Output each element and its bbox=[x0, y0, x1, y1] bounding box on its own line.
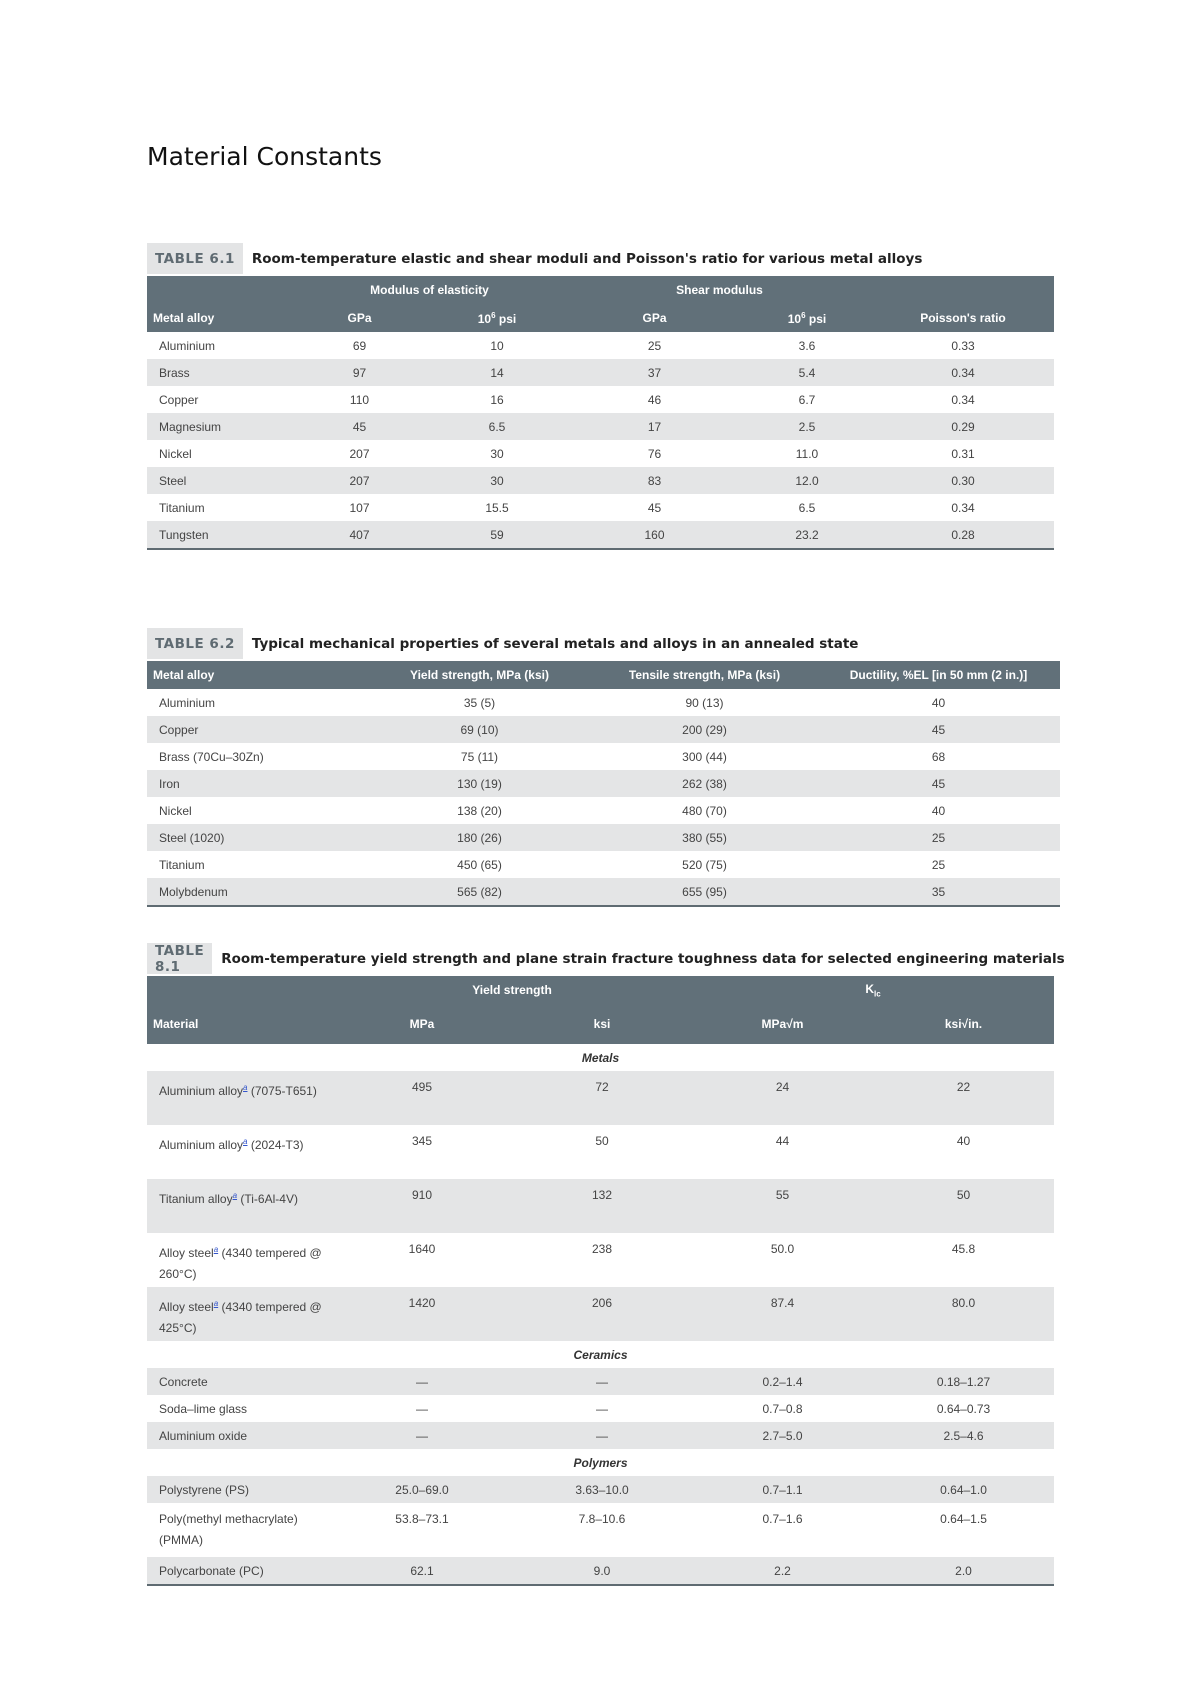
cell-value: 50 bbox=[595, 1134, 609, 1148]
cell-value: 160 bbox=[567, 521, 742, 549]
cell-value: 55 bbox=[692, 1179, 873, 1233]
table-row bbox=[147, 716, 1060, 743]
cell-value: 50.0 bbox=[770, 1242, 795, 1256]
cell-value: 22 bbox=[873, 1071, 1054, 1125]
header-ductility: Ductility, %EL [in 50 mm (2 in.)] bbox=[817, 661, 1060, 689]
row-label bbox=[147, 1125, 332, 1179]
section-row bbox=[147, 1449, 1054, 1476]
footnote-link[interactable]: a bbox=[213, 1245, 219, 1254]
table-row bbox=[147, 1071, 1054, 1125]
table-row bbox=[147, 1476, 1054, 1503]
header-material: Material bbox=[147, 1004, 332, 1044]
header-metal-alloy: Metal alloy bbox=[147, 304, 292, 332]
cell-value: 6.5 bbox=[427, 413, 567, 440]
cell-value: 206 bbox=[512, 1287, 692, 1341]
table-row bbox=[147, 1287, 1054, 1341]
cell-value: 380 (55) bbox=[592, 824, 817, 851]
cell-value: 16 bbox=[490, 392, 504, 407]
cell-value: 12.0 bbox=[742, 467, 872, 494]
row-label: Copper bbox=[147, 716, 367, 743]
row-label: Nickel bbox=[159, 803, 192, 818]
column-header-row bbox=[147, 661, 1060, 689]
header-blank bbox=[872, 276, 1054, 304]
table-row bbox=[147, 494, 1054, 521]
cell-value: 0.64–1.0 bbox=[873, 1476, 1054, 1503]
cell-value: 5.4 bbox=[742, 359, 872, 386]
header-ksi-sqrt-in: ksi√in. bbox=[873, 1004, 1054, 1044]
cell-value: — bbox=[332, 1422, 512, 1449]
material-grade: (4340 tempered @ 260°C) bbox=[159, 1246, 322, 1281]
row-label: Tungsten bbox=[147, 521, 292, 549]
table-row bbox=[147, 878, 1060, 906]
footnote-link[interactable]: a bbox=[232, 1191, 238, 1200]
cell-value: 45.8 bbox=[951, 1242, 976, 1256]
cell-value: 25 bbox=[647, 338, 662, 353]
cell-value: — bbox=[512, 1368, 692, 1395]
table-row bbox=[147, 359, 1054, 386]
header-blank bbox=[147, 276, 292, 304]
cell-value: 238 bbox=[591, 1242, 613, 1256]
section-row bbox=[147, 1044, 1054, 1071]
material-grade: (7075-T651) bbox=[247, 1084, 317, 1098]
header-gpa: GPa bbox=[292, 304, 427, 332]
cell-value: 35 bbox=[817, 878, 1060, 906]
cell-value: 53.8–73.1 bbox=[395, 1512, 449, 1526]
cell-value: 62.1 bbox=[332, 1557, 512, 1585]
section-label: Ceramics bbox=[573, 1347, 628, 1362]
table-row bbox=[147, 1179, 1054, 1233]
cell-value: 40 bbox=[931, 803, 946, 818]
table-row bbox=[147, 413, 1054, 440]
row-label: Brass bbox=[147, 359, 292, 386]
table-caption bbox=[147, 942, 1065, 975]
row-label: Titanium bbox=[159, 857, 205, 872]
cell-value: 2.5 bbox=[742, 413, 872, 440]
row-label: Iron bbox=[147, 770, 367, 797]
row-label: Steel (1020) bbox=[147, 824, 367, 851]
cell-value: 0.18–1.27 bbox=[873, 1368, 1054, 1395]
cell-value: 45 bbox=[817, 770, 1060, 797]
cell-value: 480 (70) bbox=[682, 803, 727, 818]
row-label: Copper bbox=[159, 392, 199, 407]
table-8-1 bbox=[147, 942, 1065, 1586]
cell-value: 83 bbox=[567, 467, 742, 494]
header-metal-alloy: Metal alloy bbox=[147, 661, 367, 689]
cell-value: 910 bbox=[332, 1179, 512, 1233]
header-kic: $K_{Ic}$ bbox=[692, 976, 1054, 1004]
material-name: Poly(methyl methacrylate) (PMMA) bbox=[159, 1512, 298, 1547]
cell-value: 6.7 bbox=[798, 392, 816, 407]
cell-value: 0.31 bbox=[951, 446, 975, 461]
table-row bbox=[147, 797, 1060, 824]
column-header-row bbox=[147, 1004, 1054, 1044]
cell-value: 300 (44) bbox=[682, 749, 727, 764]
fracture-toughness-table bbox=[147, 976, 1054, 1586]
cell-value: 0.64–1.5 bbox=[940, 1512, 987, 1526]
cell-value: 72 bbox=[512, 1071, 692, 1125]
cell-value: 2.2 bbox=[692, 1557, 873, 1585]
footnote-link[interactable]: a bbox=[243, 1137, 248, 1146]
cell-value: 23.2 bbox=[742, 521, 872, 549]
cell-value: 1420 bbox=[332, 1287, 512, 1341]
row-label: Steel bbox=[147, 467, 292, 494]
table-row bbox=[147, 1125, 1054, 1179]
cell-value: 35 (5) bbox=[463, 695, 496, 710]
cell-value: 138 (20) bbox=[457, 803, 502, 818]
cell-value: 25 bbox=[817, 824, 1060, 851]
mechanical-properties-table bbox=[147, 661, 1060, 907]
cell-value: 0.64–0.73 bbox=[936, 1401, 991, 1416]
material-name: Concrete bbox=[159, 1374, 208, 1389]
cell-value: 132 bbox=[512, 1179, 692, 1233]
material-name: Soda–lime glass bbox=[159, 1401, 248, 1416]
row-label bbox=[147, 1422, 332, 1449]
table-tag: TABLE 8.1 bbox=[147, 943, 212, 974]
cell-value: 520 (75) bbox=[682, 857, 727, 872]
cell-value: 25 bbox=[931, 857, 946, 872]
cell-value: 655 (95) bbox=[592, 878, 817, 906]
header-10e6-psi: $10^6$ psi bbox=[427, 304, 567, 332]
cell-value: — bbox=[512, 1422, 692, 1449]
material-name: Polycarbonate (PC) bbox=[159, 1563, 264, 1578]
column-header-row bbox=[147, 304, 1054, 332]
cell-value: 87.4 bbox=[692, 1287, 873, 1341]
cell-value: 0.7–1.1 bbox=[692, 1476, 873, 1503]
table-row bbox=[147, 689, 1060, 716]
cell-value: 110 bbox=[349, 392, 370, 407]
cell-value: 69 (10) bbox=[367, 716, 592, 743]
cell-value: 17 bbox=[567, 413, 742, 440]
row-label bbox=[147, 1395, 332, 1422]
cell-value: 24 bbox=[692, 1071, 873, 1125]
material-grade: (2024-T3) bbox=[247, 1138, 304, 1152]
cell-value: — bbox=[596, 1401, 608, 1416]
material-name: Aluminium alloy bbox=[159, 1138, 244, 1152]
cell-value: 40 bbox=[956, 1134, 971, 1148]
cell-value: 180 (26) bbox=[367, 824, 592, 851]
header-poissons-ratio: Poisson's ratio bbox=[872, 304, 1054, 332]
material-name: Aluminium oxide bbox=[159, 1428, 248, 1443]
table-caption bbox=[147, 243, 1054, 274]
cell-value: 75 (11) bbox=[460, 749, 499, 764]
cell-value: 80.0 bbox=[873, 1287, 1054, 1341]
group-header-row bbox=[147, 976, 1054, 1004]
table-row bbox=[147, 824, 1060, 851]
table-tag: TABLE 6.1 bbox=[147, 243, 243, 274]
row-label: Aluminium bbox=[159, 338, 216, 353]
row-label bbox=[147, 1287, 332, 1341]
header-mpa-sqrt-m: MPa√m bbox=[692, 1004, 873, 1044]
cell-value: 1640 bbox=[408, 1242, 436, 1256]
table-caption-text: Room-temperature yield strength and plane strain fracture toughness data for selected engineering materials bbox=[221, 950, 1065, 967]
footnote-link[interactable]: a bbox=[243, 1083, 248, 1092]
table-row bbox=[147, 521, 1054, 549]
section-label: Metals bbox=[581, 1050, 620, 1065]
header-tensile-strength: Tensile strength, MPa (ksi) bbox=[592, 661, 817, 689]
cell-value: 0.2–1.4 bbox=[692, 1368, 873, 1395]
row-label bbox=[147, 1368, 332, 1395]
cell-value: 407 bbox=[292, 521, 427, 549]
header-mpa: MPa bbox=[332, 1004, 512, 1044]
cell-value: 0.34 bbox=[951, 500, 975, 515]
material-name: Aluminium alloy bbox=[159, 1084, 244, 1098]
row-label bbox=[147, 1503, 332, 1557]
cell-value: — bbox=[332, 1368, 512, 1395]
cell-value: 14 bbox=[427, 359, 567, 386]
header-modulus-of-elasticity: Modulus of elasticity bbox=[292, 276, 567, 304]
cell-value: 69 bbox=[352, 338, 367, 353]
cell-value: 3.6 bbox=[798, 338, 816, 353]
cell-value: 76 bbox=[647, 446, 662, 461]
cell-value: 0.33 bbox=[951, 338, 975, 353]
table-row bbox=[147, 1503, 1054, 1557]
cell-value: 9.0 bbox=[512, 1557, 692, 1585]
cell-value: 30 bbox=[490, 446, 504, 461]
header-10e6-psi: $10^6$ psi bbox=[742, 304, 872, 332]
cell-value: 7.8–10.6 bbox=[578, 1512, 626, 1526]
table-row bbox=[147, 1395, 1054, 1422]
cell-value: 40 bbox=[931, 695, 946, 710]
cell-value: 10 bbox=[490, 338, 504, 353]
cell-value: 25.0–69.0 bbox=[332, 1476, 512, 1503]
table-row bbox=[147, 1557, 1054, 1585]
table-6-2 bbox=[147, 628, 1060, 907]
table-row bbox=[147, 1422, 1054, 1449]
cell-value: 130 (19) bbox=[367, 770, 592, 797]
group-header-row bbox=[147, 276, 1054, 304]
row-label bbox=[147, 1179, 332, 1233]
table-row bbox=[147, 467, 1054, 494]
table-row bbox=[147, 1233, 1054, 1287]
cell-value: 207 bbox=[292, 467, 427, 494]
cell-value: 2.0 bbox=[873, 1557, 1054, 1585]
cell-value: 0.28 bbox=[872, 521, 1054, 549]
header-yield-strength: Yield strength bbox=[332, 976, 692, 1004]
table-row bbox=[147, 332, 1054, 359]
cell-value: 0.30 bbox=[872, 467, 1054, 494]
header-blank bbox=[147, 976, 332, 1004]
table-caption bbox=[147, 628, 1060, 659]
row-label: Nickel bbox=[159, 446, 192, 461]
cell-value: 68 bbox=[931, 749, 946, 764]
cell-value: 2.7–5.0 bbox=[692, 1422, 873, 1449]
cell-value: 0.7–0.8 bbox=[762, 1401, 803, 1416]
material-grade: (Ti-6Al-4V) bbox=[237, 1192, 298, 1206]
cell-value: — bbox=[416, 1401, 428, 1416]
elastic-moduli-table bbox=[147, 276, 1054, 550]
material-name: Polystyrene (PS) bbox=[159, 1482, 250, 1497]
table-6-1 bbox=[147, 243, 1054, 550]
table-tag: TABLE 6.2 bbox=[147, 628, 243, 659]
table-row bbox=[147, 851, 1060, 878]
cell-value: 37 bbox=[567, 359, 742, 386]
cell-value: 2.5–4.6 bbox=[873, 1422, 1054, 1449]
table-row bbox=[147, 386, 1054, 413]
cell-value: 45 bbox=[647, 500, 662, 515]
table-row bbox=[147, 440, 1054, 467]
cell-value: 0.34 bbox=[951, 392, 975, 407]
table-row bbox=[147, 1368, 1054, 1395]
header-gpa: GPa bbox=[567, 304, 742, 332]
header-shear-modulus: Shear modulus bbox=[567, 276, 872, 304]
cell-value: 200 (29) bbox=[592, 716, 817, 743]
footnote-link[interactable]: a bbox=[213, 1299, 219, 1308]
table-row bbox=[147, 743, 1060, 770]
cell-value: 495 bbox=[332, 1071, 512, 1125]
material-grade: (4340 tempered @ 425°C) bbox=[159, 1300, 322, 1335]
cell-value: 44 bbox=[775, 1134, 790, 1148]
cell-value: 565 (82) bbox=[367, 878, 592, 906]
row-label bbox=[147, 1476, 332, 1503]
cell-value: 97 bbox=[292, 359, 427, 386]
cell-value: 11.0 bbox=[795, 446, 819, 461]
row-label: Aluminium bbox=[159, 695, 216, 710]
table-caption-text: Room-temperature elastic and shear moduli and Poisson's ratio for various metal alloys bbox=[251, 250, 923, 267]
cell-value: 45 bbox=[292, 413, 427, 440]
page-title: Material Constants bbox=[147, 142, 382, 171]
table-row bbox=[147, 770, 1060, 797]
material-name: Alloy steel bbox=[159, 1300, 214, 1314]
cell-value: 90 (13) bbox=[685, 695, 724, 710]
cell-value: 59 bbox=[427, 521, 567, 549]
row-label bbox=[147, 1071, 332, 1125]
cell-value: 45 bbox=[817, 716, 1060, 743]
section-label: Polymers bbox=[573, 1455, 628, 1470]
cell-value: 0.7–1.6 bbox=[762, 1512, 803, 1526]
material-name: Titanium alloy bbox=[159, 1192, 233, 1206]
header-ksi: ksi bbox=[512, 1004, 692, 1044]
cell-value: 0.34 bbox=[872, 359, 1054, 386]
row-label bbox=[147, 1233, 332, 1287]
cell-value: 0.29 bbox=[872, 413, 1054, 440]
section-row bbox=[147, 1341, 1054, 1368]
cell-value: 15.5 bbox=[485, 500, 509, 515]
cell-value: 46 bbox=[647, 392, 662, 407]
table-caption-text: Typical mechanical properties of several metals and alloys in an annealed state bbox=[251, 635, 859, 652]
cell-value: 107 bbox=[349, 500, 370, 515]
header-yield-strength: Yield strength, MPa (ksi) bbox=[367, 661, 592, 689]
row-label: Brass (70Cu–30Zn) bbox=[159, 749, 264, 764]
cell-value: 207 bbox=[349, 446, 370, 461]
row-label: Titanium bbox=[159, 500, 205, 515]
row-label: Magnesium bbox=[147, 413, 292, 440]
cell-value: 345 bbox=[411, 1134, 433, 1148]
material-name: Alloy steel bbox=[159, 1246, 214, 1260]
row-label: Molybdenum bbox=[147, 878, 367, 906]
cell-value: 30 bbox=[427, 467, 567, 494]
row-label bbox=[147, 1557, 332, 1585]
cell-value: 450 (65) bbox=[457, 857, 502, 872]
cell-value: 6.5 bbox=[798, 500, 816, 515]
cell-value: 262 (38) bbox=[592, 770, 817, 797]
cell-value: 3.63–10.0 bbox=[512, 1476, 692, 1503]
cell-value: 50 bbox=[873, 1179, 1054, 1233]
